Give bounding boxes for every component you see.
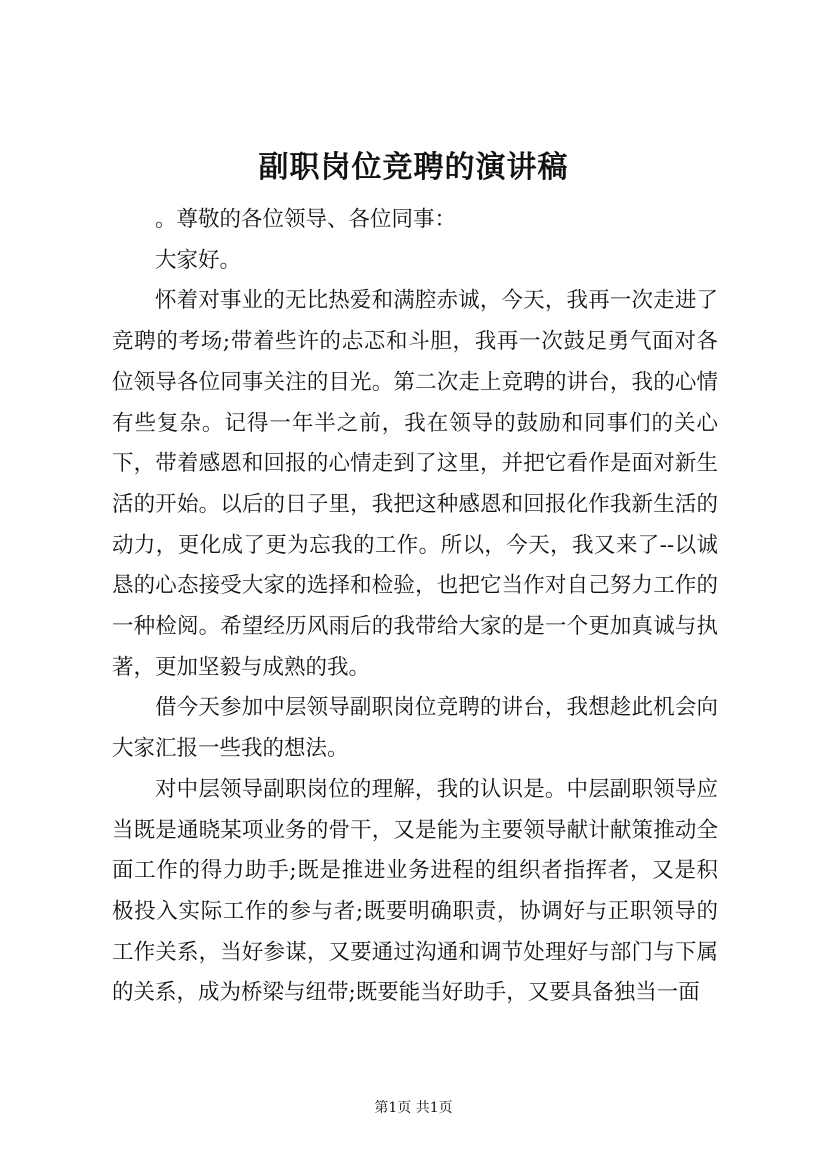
page-title: 副职岗位竞聘的演讲稿 bbox=[258, 150, 569, 185]
document-body bbox=[112, 200, 718, 1014]
paragraph-salutation: 。尊敬的各位领导、各位同事： bbox=[155, 207, 457, 232]
paragraph-intent: 借今天参加中层领导副职岗位竞聘的讲台，我想趁此机会向大家汇报一些我的想法。 bbox=[112, 695, 718, 762]
paragraph-greeting: 大家好。 bbox=[155, 247, 242, 273]
paragraph-opening: 怀着对事业的无比热爱和满腔赤诚，今天，我再一次走进了竞聘的考场;带着些许的忐忑和斗胆，我再一次鼓足勇气面对各位领导各位同事关注的目光。第二次走上竞聘的讲台，我的心情有些复杂。记得一年半之前，我在领导的鼓励和同事们的关心下，带着感恩和回报的心情走到了这里，并把它看作是面对新生活的开始。以后的日子里，我把这种感恩和回报化作我新生活的动力，更化成了更为忘我的工作。所以，今天，我又来了--以诚恳的心态接受大家的选择和检验，也把它当作对自己努力工作的一种检阅。希望经历风雨后的我带给大家的是一个更加真诚与执著，更加坚毅与成熟的我。 bbox=[112, 288, 718, 680]
paragraph-understanding: 对中层领导副职岗位的理解，我的认识是。中层副职领导应当既是通晓某项业务的骨干，又是能为主要领导献计献策推动全面工作的得力助手;既是推进业务进程的组织者指挥者，又是积极投入实际工作的参与者;既要明确职责，协调好与正职领导的工作关系，当好参谋，又要通过沟通和调节处理好与部门与下属的关系，成为桥梁与纽带;既要能当好助手，又要具备独当一面 bbox=[112, 776, 718, 1006]
page-footer: 第1页 共1页 bbox=[374, 1100, 453, 1116]
